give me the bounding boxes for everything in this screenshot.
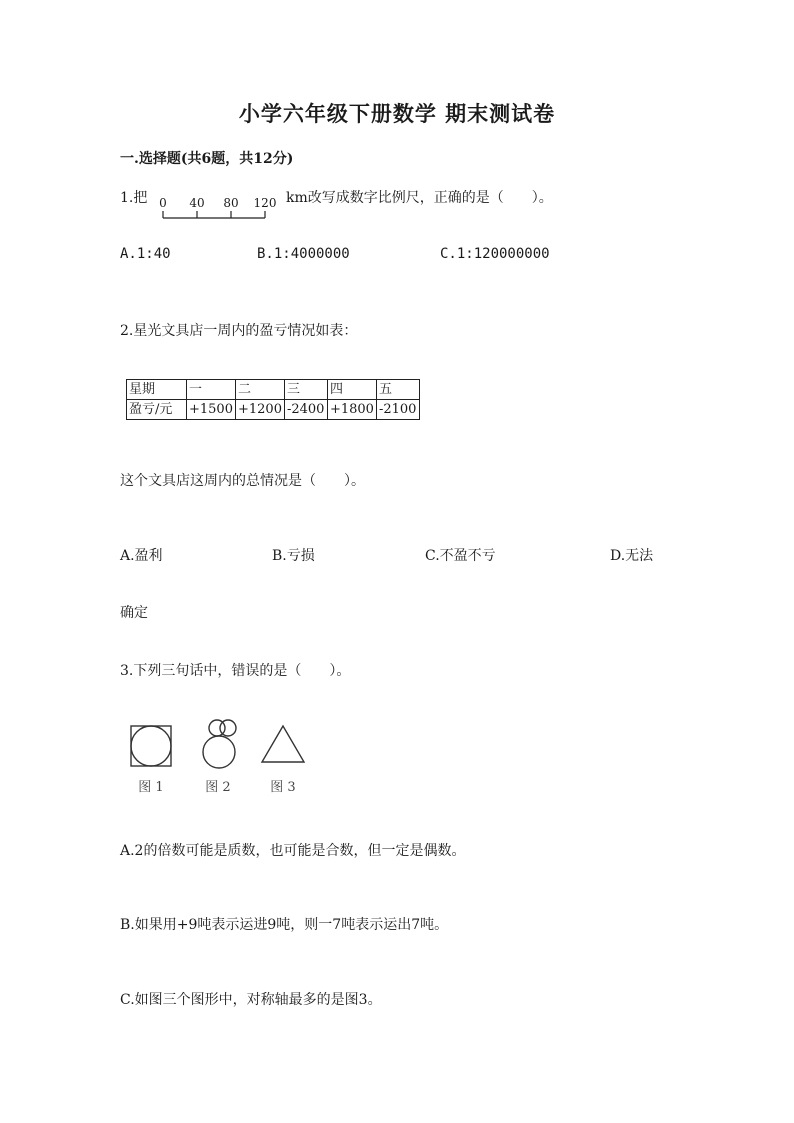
q2-option-b[interactable]: B.亏损: [272, 548, 315, 564]
figure-1-square-circle: [131, 726, 171, 766]
table-row: [127, 400, 420, 420]
q2-option-d-continued: 确定: [120, 605, 148, 621]
q1-prefix: 1.把: [120, 190, 148, 206]
table-cell: -2100: [376, 400, 419, 420]
table-cell: +1500: [187, 400, 236, 420]
table-header-cell: 二: [235, 380, 284, 400]
figure-1-label: 图 1: [138, 780, 164, 795]
scale-label-0: 0: [159, 196, 167, 210]
q1-option-b[interactable]: B.1:4000000: [257, 246, 350, 262]
q3-option-b[interactable]: B.如果用+9吨表示运进9吨，则一7吨表示运出7吨。: [120, 917, 449, 933]
q3-figures: [126, 716, 316, 816]
section-heading: 一.选择题(共6题，共12分): [120, 151, 294, 167]
profit-loss-table: [126, 379, 420, 420]
table-header-cell: 一: [187, 380, 236, 400]
q1-suffix: km改写成数字比例尺，正确的是（ ）。: [286, 190, 553, 206]
table-header-cell: 星期: [127, 380, 187, 400]
q2-option-c[interactable]: C.不盈不亏: [425, 548, 496, 564]
scale-bar: [150, 196, 280, 220]
q3-option-a[interactable]: A.2的倍数可能是质数，也可能是合数，但一定是偶数。: [120, 843, 466, 859]
q2-option-d[interactable]: D.无法: [610, 548, 654, 564]
table-cell: +1200: [235, 400, 284, 420]
table-header-cell: 三: [284, 380, 327, 400]
scale-label-80: 80: [223, 196, 239, 210]
q2-question: 这个文具店这周内的总情况是（ ）。: [120, 473, 365, 489]
q3-stem: 3.下列三句话中，错误的是（ ）。: [120, 663, 351, 679]
scale-label-40: 40: [189, 196, 205, 210]
q2-stem: 2.星光文具店一周内的盈亏情况如表：: [120, 323, 358, 339]
table-cell: -2400: [284, 400, 327, 420]
page-title: 小学六年级下册数学 期末测试卷: [238, 101, 556, 126]
table-header-cell: 五: [376, 380, 419, 400]
q2-option-a[interactable]: A.盈利: [120, 548, 163, 564]
scale-line: [150, 208, 280, 220]
figure-2-two-circles: [203, 720, 236, 768]
figure-3-label: 图 3: [270, 780, 296, 795]
figure-3-triangle: [262, 726, 304, 762]
table-cell: 盈亏/元: [127, 400, 187, 420]
scale-label-120: 120: [253, 196, 277, 210]
table-header-cell: 四: [327, 380, 376, 400]
figure-2-label: 图 2: [205, 780, 231, 795]
table-cell: +1800: [327, 400, 376, 420]
table-header-row: [127, 380, 420, 400]
q1-option-c[interactable]: C.1:120000000: [440, 246, 550, 262]
q3-option-c[interactable]: C.如图三个图形中，对称轴最多的是图3。: [120, 992, 382, 1008]
q1-option-a[interactable]: A.1:40: [120, 246, 171, 262]
